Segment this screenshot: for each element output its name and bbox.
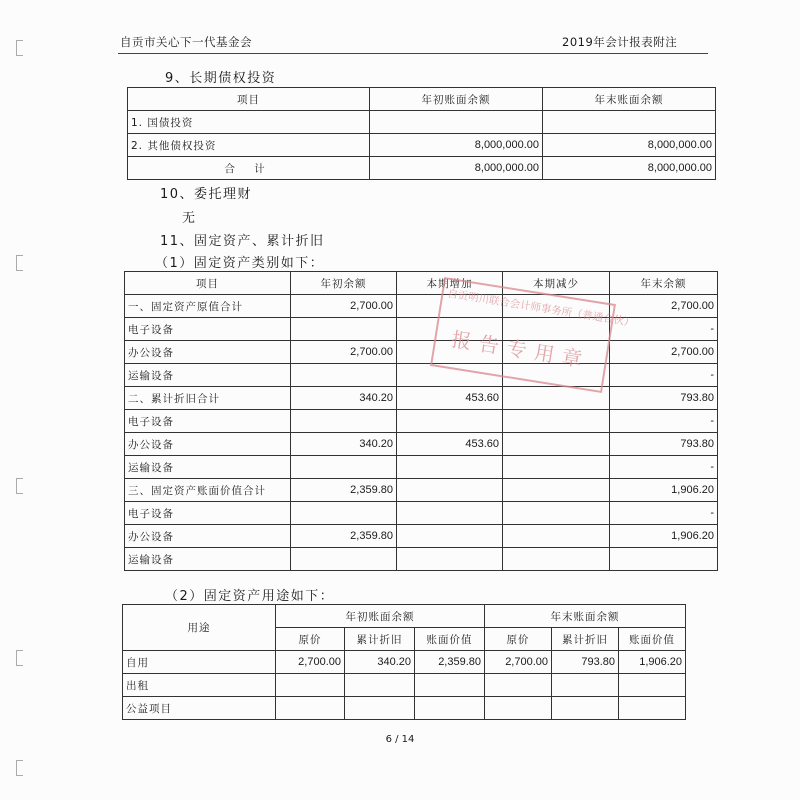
section9-heading: 9、长期债权投资 [165,71,277,86]
cell-value: 2,700.00 [276,651,345,674]
cell-end: 8,000,000.00 [543,134,716,157]
table-row [125,341,718,364]
table-row [128,134,716,157]
cell-end: - [610,456,718,479]
binding-mark [16,255,23,271]
cell-value [415,674,485,697]
fixed-asset-category-table [124,271,718,571]
cell-begin: 340.20 [291,433,397,456]
column-header: 年末账面余额 [543,88,716,111]
column-group-header: 年末账面余额 [485,605,686,628]
page-number: 6 / 14 [385,734,415,745]
cell-value [619,697,686,720]
cell-begin: 340.20 [291,387,397,410]
table-total-row [128,157,716,180]
cell-increase [397,525,503,548]
stamp-label: 报告专用章 [449,327,592,373]
cell-increase [397,502,503,525]
row-label: 三、固定资产账面价值合计 [125,479,291,502]
cell-value [619,674,686,697]
binding-mark [16,650,23,666]
cell-decrease [503,479,610,502]
column-header: 年初账面余额 [370,88,543,111]
fixed-asset-usage-table [122,604,686,720]
binding-mark [16,40,23,56]
column-header: 累计折旧 [552,628,619,651]
cell-begin [291,456,397,479]
row-label: 运输设备 [125,456,291,479]
cell-begin: 2,359.80 [291,479,397,502]
cell-increase [397,295,503,318]
cell-begin [370,111,543,134]
column-header: 原价 [485,628,552,651]
table-row [125,548,718,571]
cell-end [610,548,718,571]
cell-decrease [503,318,610,341]
cell-value [552,697,619,720]
cell-decrease [503,525,610,548]
section11-sub1: （1）固定资产类别如下： [155,256,325,271]
cell-end: 2,700.00 [610,295,718,318]
binding-mark [16,760,23,776]
cell-decrease [503,341,610,364]
cell-increase [397,410,503,433]
cell-end: - [610,318,718,341]
cell-decrease [503,548,610,571]
cell-value [485,697,552,720]
cell-increase: 453.60 [397,433,503,456]
row-label: 出租 [123,674,276,697]
header-title: 2019年会计报表附注 [562,35,678,49]
column-header: 本期减少 [503,272,610,295]
column-header: 年初余额 [291,272,397,295]
row-label: 合 计 [128,157,370,180]
column-header: 项目 [128,88,370,111]
table-row [125,410,718,433]
cell-decrease [503,364,610,387]
column-header: 累计折旧 [345,628,415,651]
table-row [125,502,718,525]
cell-decrease [503,410,610,433]
cell-increase [397,364,503,387]
column-group-header: 年初账面余额 [276,605,485,628]
row-label: 办公设备 [125,341,291,364]
cell-end: - [610,364,718,387]
cell-begin [291,318,397,341]
column-header: 年末余额 [610,272,718,295]
cell-increase [397,341,503,364]
long-term-bond-table [127,87,716,180]
cell-begin: 2,700.00 [291,341,397,364]
binding-mark [16,478,23,494]
cell-increase [397,318,503,341]
row-label: 公益项目 [123,697,276,720]
cell-begin: 2,700.00 [291,295,397,318]
table-row [125,364,718,387]
cell-decrease [503,295,610,318]
cell-end: 2,700.00 [610,341,718,364]
header-rule [118,53,708,54]
cell-increase: 453.60 [397,387,503,410]
header-org: 自贡市关心下一代基金会 [120,35,252,49]
table-row [125,433,718,456]
cell-value: 2,700.00 [485,651,552,674]
cell-begin: 8,000,000.00 [370,157,543,180]
table-row [128,111,716,134]
column-header: 账面价值 [415,628,485,651]
cell-decrease [503,433,610,456]
cell-end: - [610,502,718,525]
row-label: 运输设备 [125,548,291,571]
row-label: 办公设备 [125,433,291,456]
cell-end: 1,906.20 [610,525,718,548]
cell-decrease [503,502,610,525]
table-row [123,697,686,720]
table-header-row [128,88,716,111]
cell-begin [291,410,397,433]
cell-increase [397,548,503,571]
cell-begin [291,364,397,387]
column-header: 本期增加 [397,272,503,295]
row-label: 1. 国债投资 [128,111,370,134]
row-label: 二、累计折旧合计 [125,387,291,410]
cell-value: 793.80 [552,651,619,674]
table-row [125,456,718,479]
cell-value [276,674,345,697]
cell-increase [397,456,503,479]
row-label: 电子设备 [125,410,291,433]
table-header-row [123,605,686,628]
cell-end: 793.80 [610,387,718,410]
row-label: 自用 [123,651,276,674]
column-header: 原价 [276,628,345,651]
cell-value [345,697,415,720]
cell-value [345,674,415,697]
cell-value: 1,906.20 [619,651,686,674]
row-label: 电子设备 [125,318,291,341]
table-header-row [125,272,718,295]
table-row [125,318,718,341]
row-label: 一、固定资产原值合计 [125,295,291,318]
cell-end [543,111,716,134]
cell-begin: 8,000,000.00 [370,134,543,157]
cell-decrease [503,456,610,479]
section10-body: 无 [182,211,197,226]
row-label: 运输设备 [125,364,291,387]
cell-value [485,674,552,697]
cell-end: 8,000,000.00 [543,157,716,180]
section11-sub2: （2）固定资产用途如下： [165,589,335,604]
cell-value: 2,359.80 [415,651,485,674]
row-label: 办公设备 [125,525,291,548]
cell-value: 340.20 [345,651,415,674]
table-row [125,295,718,318]
table-row [125,525,718,548]
cell-begin [291,502,397,525]
row-label: 电子设备 [125,502,291,525]
cell-end: 1,906.20 [610,479,718,502]
stamp-org: 自贡明川联合会计师事务所（普通合伙） [446,287,636,330]
cell-end: 793.80 [610,433,718,456]
cell-value [552,674,619,697]
table-row [123,651,686,674]
row-label: 2. 其他债权投资 [128,134,370,157]
table-row [125,479,718,502]
cell-decrease [503,387,610,410]
column-header: 账面价值 [619,628,686,651]
table-row [123,674,686,697]
cell-begin: 2,359.80 [291,525,397,548]
table-row [125,387,718,410]
section10-heading: 10、委托理财 [160,187,253,202]
column-header: 项目 [125,272,291,295]
column-header: 用途 [123,605,276,651]
cell-increase [397,479,503,502]
cell-value [415,697,485,720]
cell-value [276,697,345,720]
cell-begin [291,548,397,571]
section11-heading: 11、固定资产、累计折旧 [160,234,325,249]
cell-end: - [610,410,718,433]
